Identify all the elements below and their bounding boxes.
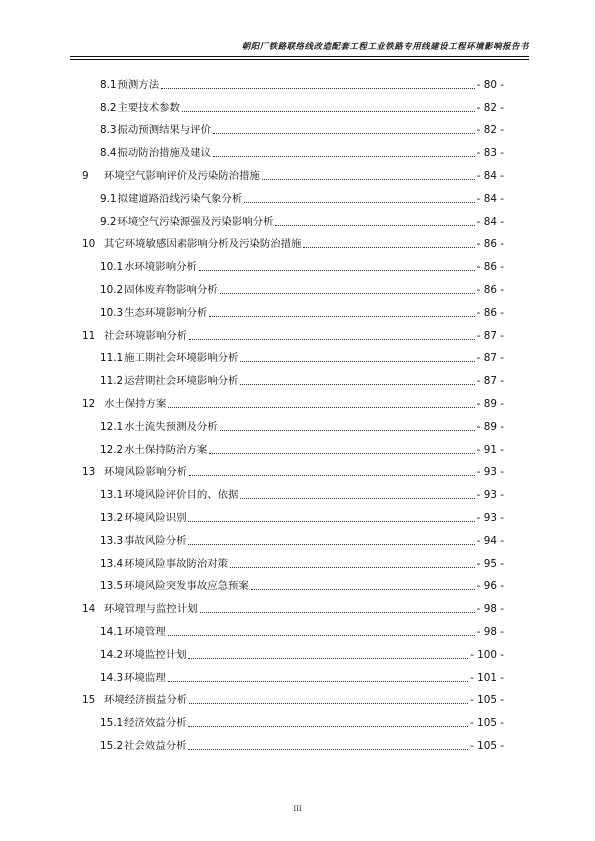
toc-entry-page: - 105 - (470, 694, 504, 707)
toc-entry[interactable] (82, 707, 504, 730)
dot-leader (188, 544, 474, 545)
toc-entry-title: 水土流失预测及分析 (124, 420, 218, 433)
toc-entry[interactable] (82, 69, 504, 92)
toc-entry[interactable] (82, 525, 504, 548)
toc-entry-number: 14.3 (100, 671, 124, 684)
toc-entry-page: - 100 - (470, 648, 504, 661)
toc-entry-number: 8.2 (100, 101, 117, 114)
toc-entry-page: - 95 - (476, 557, 504, 570)
table-of-contents (82, 69, 504, 753)
toc-entry-title: 水土保持防治方案 (124, 443, 208, 456)
toc-entry-number: 12.2 (100, 443, 124, 456)
running-header: 朝阳厂铁路联络线改造配套工程工业铁路专用线建设工程环境影响报告书 (70, 40, 529, 57)
toc-entry[interactable] (82, 571, 504, 594)
toc-entry[interactable] (82, 206, 504, 229)
toc-entry[interactable] (82, 502, 504, 525)
toc-entry-number: 9 (82, 169, 89, 182)
toc-entry[interactable] (82, 730, 504, 753)
toc-entry-title: 环境风险突发事故应急预案 (124, 580, 249, 593)
toc-entry-number: 15 (82, 694, 96, 707)
toc-entry-number: 10.1 (100, 261, 124, 274)
toc-entry-page: - 86 - (476, 238, 504, 251)
dot-leader (209, 453, 474, 454)
toc-entry-title: 环境空气影响评价及污染防治措施 (104, 169, 260, 182)
toc-entry-title: 固体废弃物影响分析 (124, 283, 218, 296)
dot-leader (189, 703, 468, 704)
dot-leader (240, 384, 474, 385)
toc-entry-number: 13.2 (100, 511, 124, 524)
toc-entry-page: - 98 - (476, 603, 504, 616)
toc-entry-title: 环境风险识别 (124, 511, 187, 524)
dot-leader (262, 179, 475, 180)
toc-entry[interactable] (82, 434, 504, 457)
toc-entry-page: - 86 - (476, 306, 504, 319)
toc-entry-title: 环境监控计划 (124, 648, 187, 661)
toc-entry[interactable] (82, 251, 504, 274)
dot-leader (213, 133, 475, 134)
toc-entry[interactable] (82, 685, 504, 708)
toc-entry-page: - 105 - (470, 717, 504, 730)
toc-entry[interactable] (82, 229, 504, 252)
toc-entry-number: 10.3 (100, 306, 124, 319)
toc-entry-page: - 93 - (476, 489, 504, 502)
toc-entry-page: - 82 - (476, 124, 504, 137)
dot-leader (275, 225, 474, 226)
toc-entry-title: 振动预测结果与评价 (117, 124, 212, 137)
dot-leader (240, 498, 474, 499)
toc-entry-title: 主要技术参数 (117, 101, 180, 114)
toc-entry[interactable] (82, 183, 504, 206)
toc-entry-page: - 84 - (476, 192, 504, 205)
toc-entry[interactable] (82, 388, 504, 411)
toc-entry-title: 环境空气污染源强及污染影响分析 (117, 215, 274, 228)
toc-entry-title: 环境管理与监控计划 (104, 603, 198, 616)
toc-entry[interactable] (82, 639, 504, 662)
toc-entry[interactable] (82, 548, 504, 571)
toc-entry-page: - 93 - (476, 511, 504, 524)
dot-leader (189, 475, 475, 476)
dot-leader (230, 567, 475, 568)
toc-entry-number: 14.2 (100, 648, 124, 661)
toc-entry-title: 生态环境影响分析 (124, 306, 208, 319)
toc-entry-number: 11.2 (100, 375, 124, 388)
toc-entry-number: 12.1 (100, 420, 124, 433)
toc-entry[interactable] (82, 593, 504, 616)
toc-entry-page: - 91 - (476, 443, 504, 456)
toc-entry-number: 8.3 (100, 124, 117, 137)
toc-entry-page: - 94 - (476, 534, 504, 547)
toc-entry-page: - 82 - (476, 101, 504, 114)
toc-entry-number: 9.1 (100, 192, 117, 205)
toc-entry-title: 社会效益分析 (124, 739, 187, 752)
dot-leader (188, 521, 474, 522)
toc-entry-title: 环境监理 (124, 671, 166, 684)
toc-entry-number: 10.2 (100, 283, 124, 296)
toc-entry-number: 13.1 (100, 489, 124, 502)
toc-entry-title: 环境风险评价目的、依据 (124, 489, 239, 502)
toc-entry[interactable] (82, 411, 504, 434)
dot-leader (303, 247, 474, 248)
dot-leader (161, 88, 475, 89)
toc-entry-title: 其它环境敏感因素影响分析及污染防治措施 (104, 238, 302, 251)
dot-leader (220, 430, 475, 431)
toc-entry-page: - 98 - (476, 625, 504, 638)
dot-leader (220, 293, 475, 294)
toc-entry-title: 环境经济损益分析 (104, 694, 188, 707)
dot-leader (200, 612, 475, 613)
dot-leader (188, 749, 468, 750)
dot-leader (199, 270, 475, 271)
toc-entry-page: - 89 - (476, 420, 504, 433)
toc-entry[interactable] (82, 616, 504, 639)
toc-entry[interactable] (82, 92, 504, 115)
toc-entry-number: 15.2 (100, 739, 124, 752)
toc-entry[interactable] (82, 662, 504, 685)
toc-entry-page: - 87 - (476, 329, 504, 342)
dot-leader (168, 407, 474, 408)
dot-leader (209, 316, 474, 317)
toc-entry-page: - 93 - (476, 466, 504, 479)
toc-entry-page: - 83 - (476, 147, 504, 160)
dot-leader (182, 111, 475, 112)
toc-entry[interactable] (82, 115, 504, 138)
toc-entry[interactable] (82, 365, 504, 388)
toc-entry-number: 13.3 (100, 534, 124, 547)
toc-entry[interactable] (82, 274, 504, 297)
toc-entry-title: 运营期社会环境影响分析 (124, 375, 239, 388)
toc-entry-page: - 105 - (470, 739, 504, 752)
toc-entry-title: 振动防治措施及建议 (117, 147, 212, 160)
toc-entry-page: - 86 - (476, 261, 504, 274)
toc-entry-number: 8.4 (100, 147, 117, 160)
toc-entry-title: 水环境影响分析 (124, 261, 197, 274)
page-number: III (293, 805, 302, 813)
dot-leader (188, 726, 468, 727)
toc-entry-title: 拟建道路沿线污染气象分析 (117, 192, 243, 205)
toc-entry-title: 社会环境影响分析 (104, 329, 188, 342)
toc-entry-page: - 84 - (476, 215, 504, 228)
toc-entry-page: - 87 - (476, 352, 504, 365)
toc-entry[interactable] (82, 297, 504, 320)
toc-entry[interactable] (82, 137, 504, 160)
toc-entry-number: 15.1 (100, 717, 124, 730)
toc-entry-title: 事故风险分析 (124, 534, 187, 547)
toc-entry-page: - 89 - (476, 397, 504, 410)
toc-entry-number: 13.5 (100, 580, 124, 593)
dot-leader (240, 361, 474, 362)
toc-entry-page: - 84 - (476, 169, 504, 182)
dot-leader (213, 156, 475, 157)
toc-entry-title: 施工期社会环境影响分析 (124, 352, 239, 365)
toc-entry-number: 9.2 (100, 215, 117, 228)
dot-leader (251, 589, 475, 590)
toc-entry[interactable] (82, 160, 504, 183)
toc-entry-title: 环境风险事故防治对策 (124, 557, 229, 570)
dot-leader (168, 681, 468, 682)
toc-entry-title: 环境风险影响分析 (104, 466, 188, 479)
toc-entry-page: - 96 - (476, 580, 504, 593)
toc-entry[interactable] (82, 457, 504, 480)
toc-entry[interactable] (82, 479, 504, 502)
toc-entry-title: 经济效益分析 (124, 717, 187, 730)
toc-entry-title: 环境管理 (124, 625, 166, 638)
toc-entry-title: 预测方法 (117, 78, 160, 91)
toc-entry-title: 水土保持方案 (104, 397, 167, 410)
toc-entry-number: 11 (82, 329, 96, 342)
toc-entry-number: 12 (82, 397, 96, 410)
toc-entry-number: 14.1 (100, 625, 124, 638)
toc-entry-number: 14 (82, 603, 96, 616)
toc-entry-number: 13.4 (100, 557, 124, 570)
toc-entry-number: 11.1 (100, 352, 124, 365)
toc-entry-number: 8.1 (100, 78, 117, 91)
toc-entry[interactable] (82, 320, 504, 343)
toc-entry-page: - 86 - (476, 283, 504, 296)
toc-entry-number: 13 (82, 466, 96, 479)
dot-leader (188, 658, 468, 659)
toc-entry-page: - 101 - (470, 671, 504, 684)
toc-entry-page: - 87 - (476, 375, 504, 388)
dot-leader (168, 635, 475, 636)
dot-leader (244, 202, 474, 203)
toc-entry-number: 10 (82, 238, 96, 251)
toc-entry-page: - 80 - (476, 78, 504, 91)
toc-entry[interactable] (82, 343, 504, 366)
dot-leader (189, 339, 475, 340)
